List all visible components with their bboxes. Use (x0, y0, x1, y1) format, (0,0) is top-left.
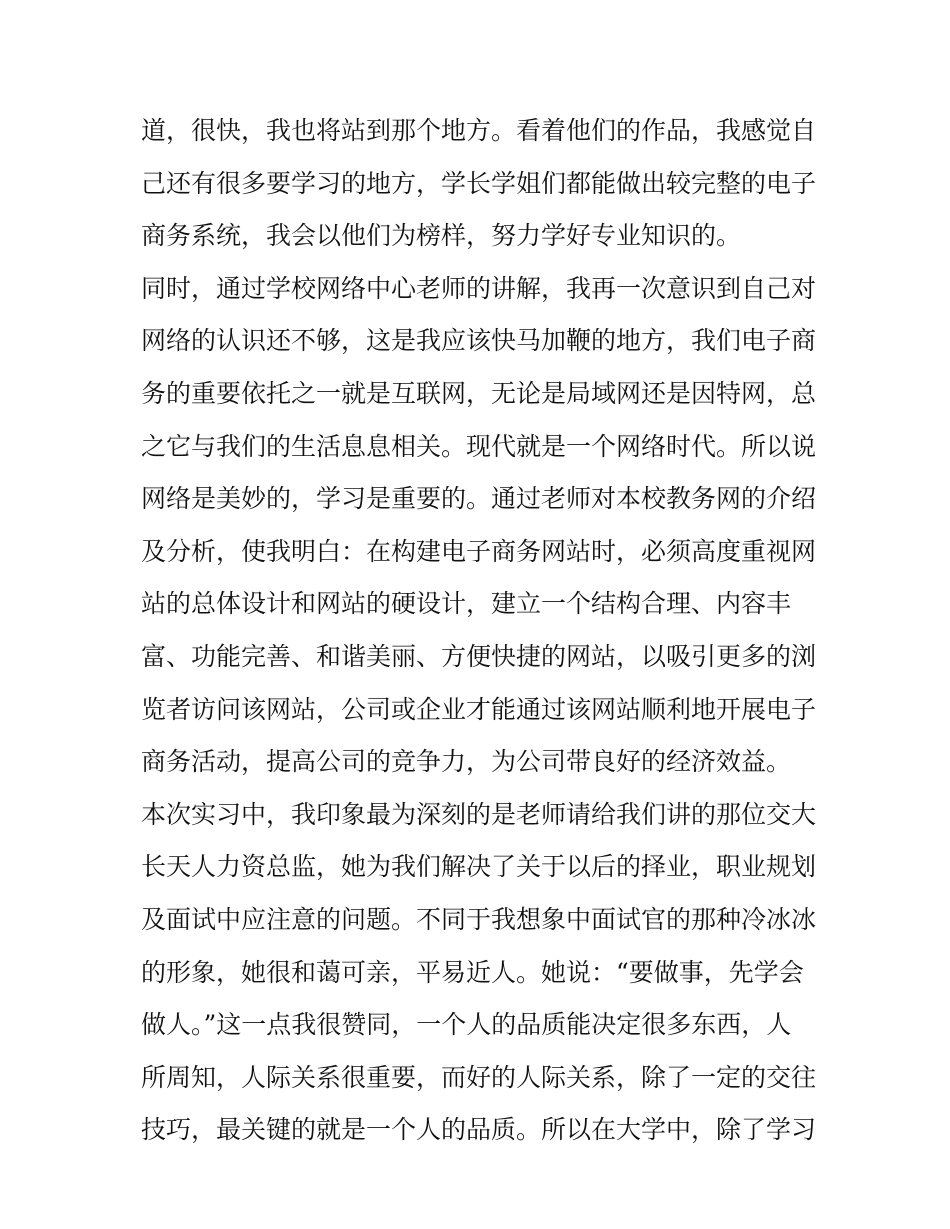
document-text-body (141, 105, 816, 1157)
text-line-11: 富、功能完善、和谐美丽、方便快捷的网站，以吸引更多的浏 (141, 641, 817, 671)
text-line-14: 本次实习中，我印象最为深刻的是老师请给我们讲的那位交大 (141, 799, 817, 829)
text-line-6: 务的重要依托之一就是互联网，无论是局域网还是因特网，总 (141, 378, 817, 408)
text-line-17: 的形象，她很和蔼可亲，平易近人。她说：“要做事，先学会 (141, 957, 804, 987)
text-line-10: 站的总体设计和网站的硬设计，建立一个结构合理、内容丰 (141, 589, 792, 619)
text-line-13: 商务活动，提高公司的竞争力，为公司带良好的经济效益。 (141, 747, 792, 777)
text-line-8: 网络是美妙的，学习是重要的。通过老师对本校教务网的介绍 (141, 484, 817, 514)
text-line-5: 网络的认识还不够，这是我应该快马加鞭的地方，我们电子商 (141, 326, 817, 356)
text-line-15: 长天人力资总监，她为我们解决了关于以后的择业，职业规划 (141, 852, 817, 882)
text-line-1: 道，很快，我也将站到那个地方。看着他们的作品，我感觉自 (141, 116, 817, 145)
text-line-20: 技巧，最关键的就是一个人的品质。所以在大学中，除了学习 (141, 1115, 817, 1145)
text-line-18: 做人。”这一点我很赞同，一个人的品质能决定很多东西，人 (141, 1010, 792, 1040)
text-line-3: 商务系统，我会以他们为榜样，努力学好专业知识的。 (141, 221, 742, 251)
text-line-12: 览者访问该网站，公司或企业才能通过该网站顺利地开展电子 (141, 694, 817, 724)
text-line-2: 己还有很多要学习的地方，学长学姐们都能做出较完整的电子 (141, 168, 817, 198)
text-line-19: 所周知，人际关系很重要，而好的人际关系，除了一定的交往 (141, 1062, 817, 1092)
text-line-16: 及面试中应注意的问题。不同于我想象中面试官的那种冷冰冰 (141, 904, 817, 934)
text-line-4: 同时，通过学校网络中心老师的讲解，我再一次意识到自己对 (141, 273, 817, 303)
text-line-7: 之它与我们的生活息息相关。现代就是一个网络时代。所以说 (141, 431, 817, 461)
text-line-9: 及分析，使我明白：在构建电子商务网站时，必须高度重视网 (141, 536, 817, 566)
